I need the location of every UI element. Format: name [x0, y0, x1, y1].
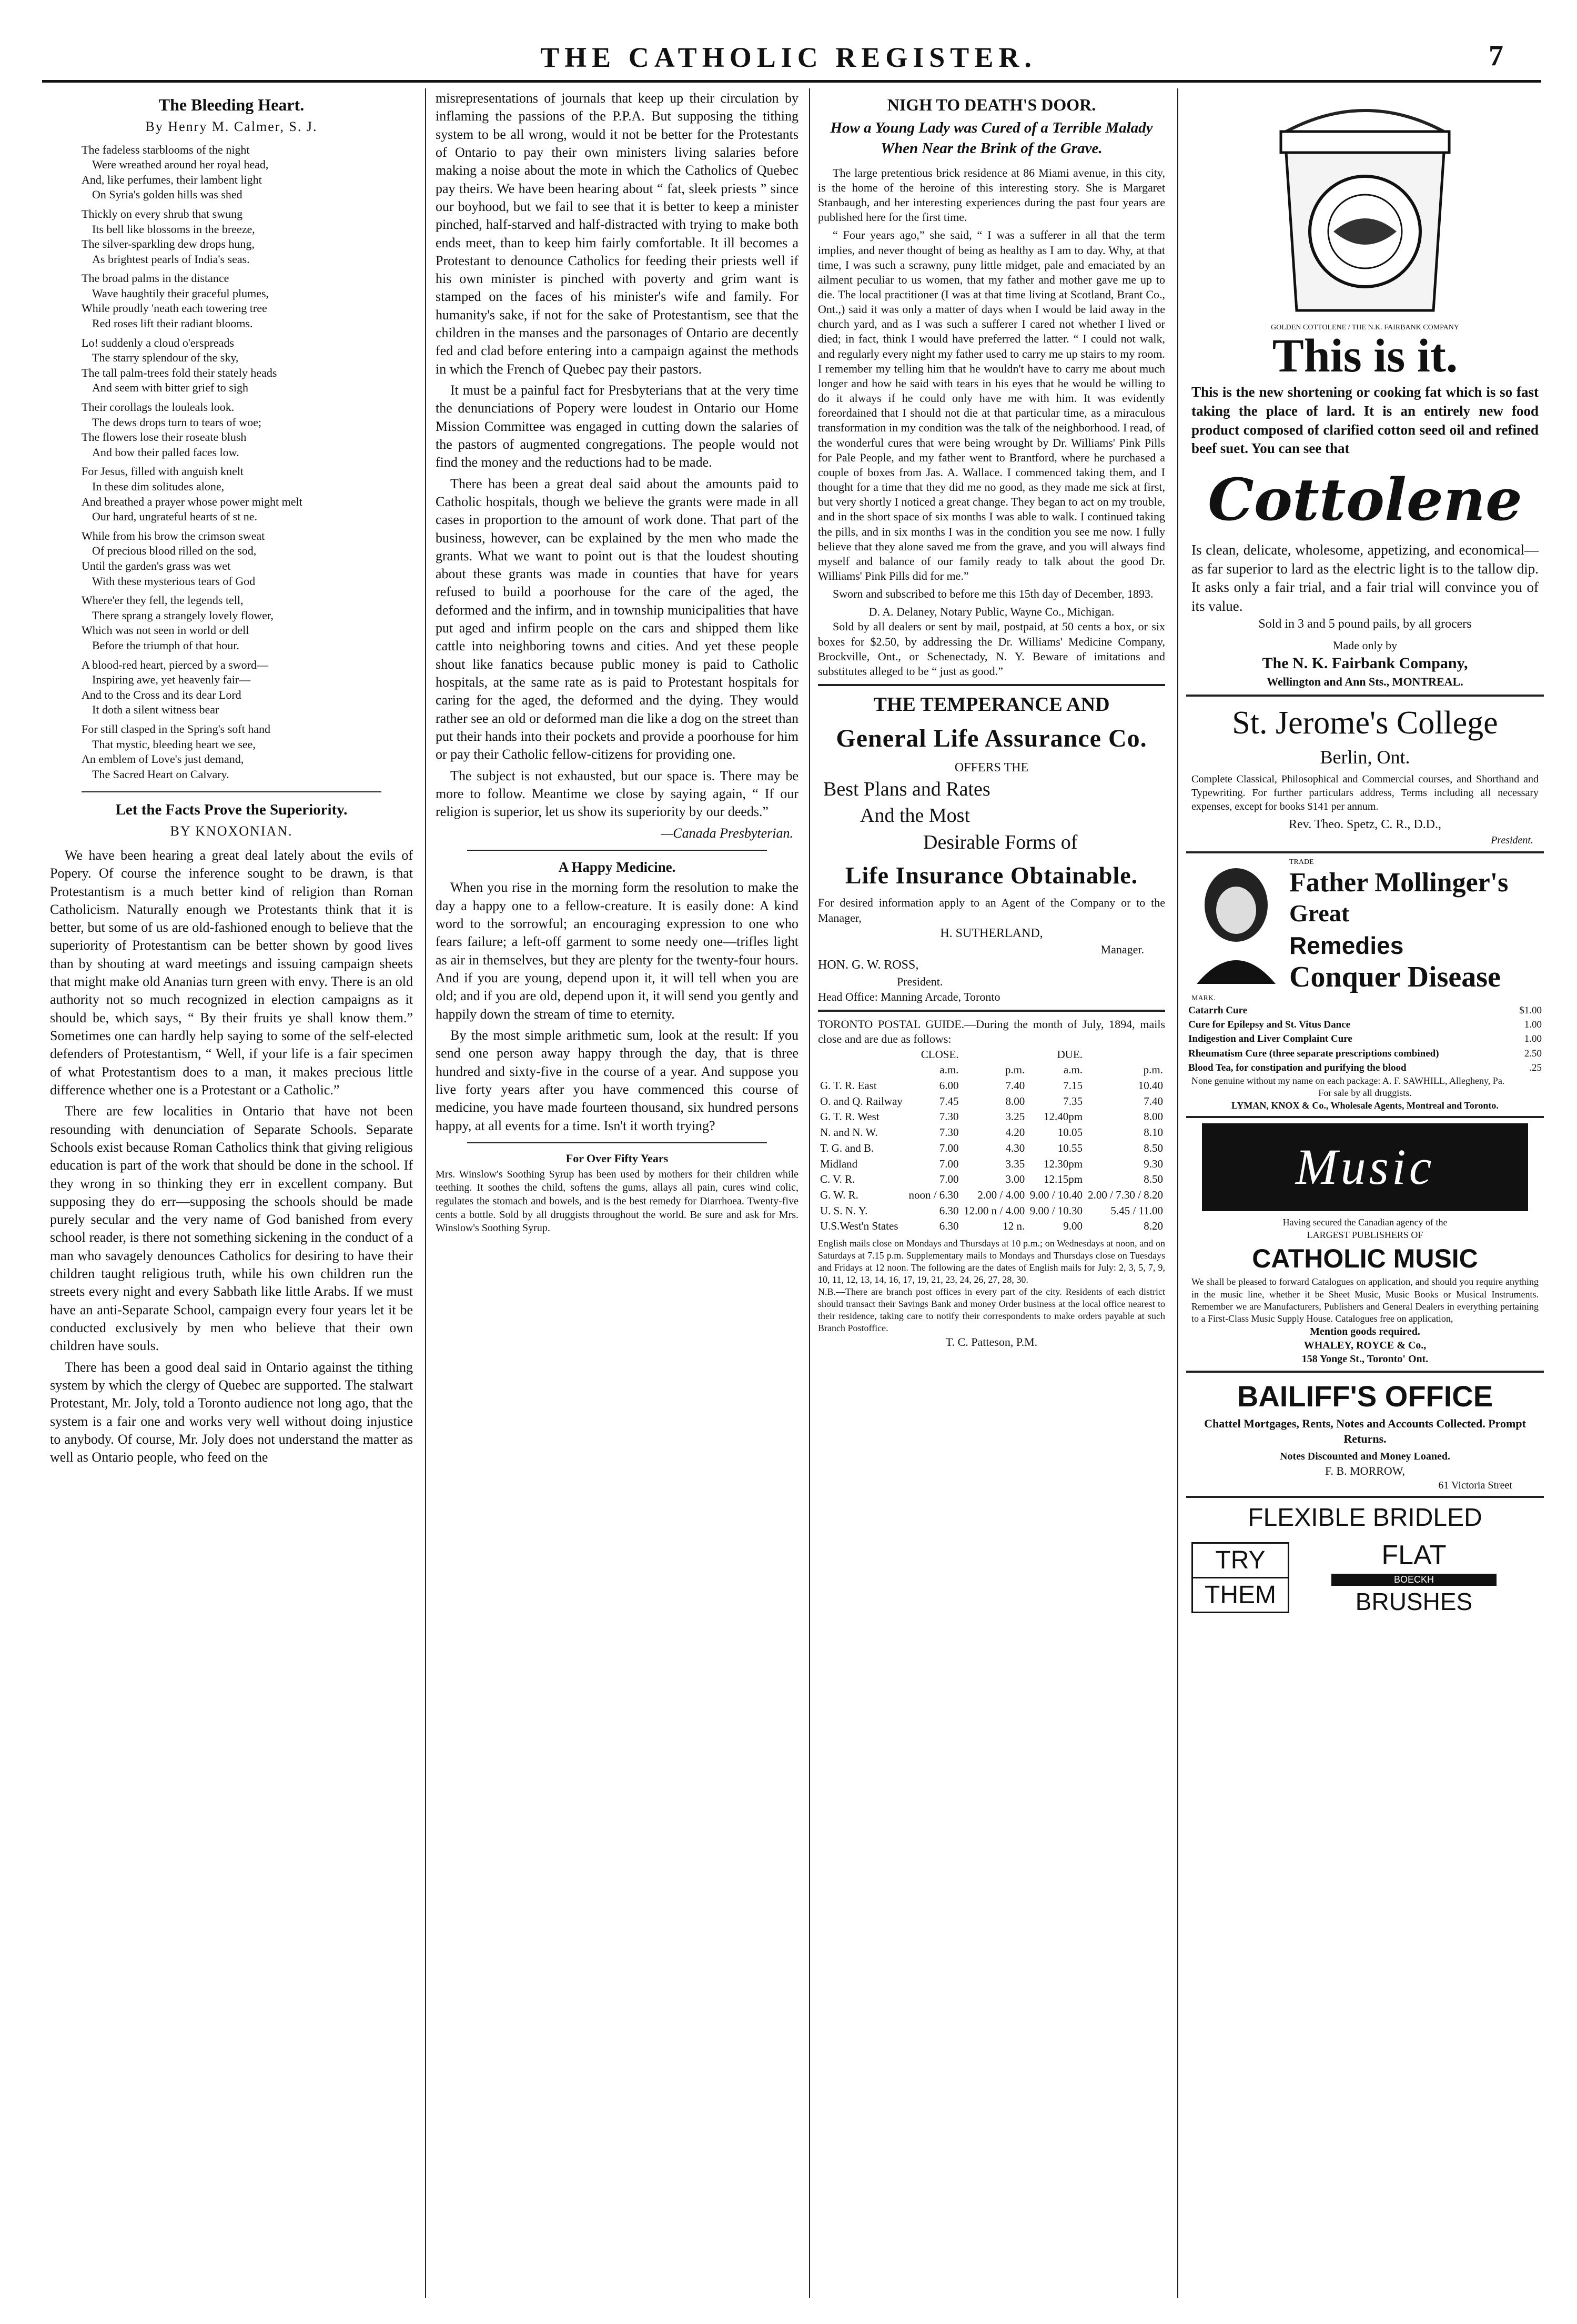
bailiff-address: 61 Victoria Street — [1438, 1480, 1512, 1492]
table-cell: 8.00 — [1144, 1110, 1163, 1123]
divider — [818, 1010, 1165, 1012]
table-cell: 7.30 — [939, 1110, 959, 1123]
poem-title: The Bleeding Heart. — [158, 95, 305, 114]
column-divider — [425, 88, 426, 2298]
music-mention: Mention goods required. — [1310, 1325, 1420, 1337]
article-paragraph: By the most simple arithmetic sum, look at the result: If you send one person away happy through the day, that is three hundred and sixty-five in the course of a year. And suppose you live forty years after you have commenced this course of medicine, you have made fourteen thousand, six hundred persons happy, at all events for a time. Isn't it worth trying? — [436, 1027, 798, 1133]
cottolene-sizes: Sold in 3 and 5 pound pails, by all grocers — [1258, 617, 1472, 631]
divider — [467, 1142, 767, 1143]
poem-line: The fadeless starblooms of the night — [82, 143, 250, 156]
poem-line: Inspiring awe, yet heavenly fair— — [92, 673, 251, 687]
cottolene-made-by: Made only by — [1332, 639, 1398, 652]
poem-line: Which was not seen in world or dell — [82, 623, 249, 637]
poem-line: The broad palms in the distance — [82, 271, 229, 285]
poem-line: For Jesus, filled with anguish knelt — [82, 465, 244, 478]
brushes-maker: BOECKH — [1331, 1574, 1497, 1586]
divider — [1186, 1371, 1544, 1373]
table-cell — [818, 1062, 906, 1078]
article-paragraph: The subject is not exhausted, but our space is. There may be more to follow. Meantime we close by saying again, “ If our religion is superior, let us show its superiority by our deeds.” — [436, 768, 798, 820]
bailiff-line1: Chattel Mortgages, Rents, Notes and Accounts Collected. Prompt Returns. — [1204, 1416, 1526, 1445]
poem-line: Thickly on every shrub that swung — [82, 207, 243, 220]
remedy-name: Rheumatism Cure (three separate prescriptions combined) — [1188, 1048, 1439, 1059]
poem-line: Wave haughtily their graceful plumes, — [92, 286, 269, 300]
table-cell: 4.20 — [1005, 1126, 1025, 1139]
table-cell: 12 n. — [1003, 1220, 1025, 1233]
poem-line: In these dim solitudes alone, — [92, 480, 225, 494]
remedies-price-list — [1186, 1003, 1544, 1074]
bailiff-line2: Notes Discounted and Money Loaned. — [1280, 1450, 1450, 1462]
table-cell: G. T. R. West — [820, 1110, 880, 1123]
music-intro: Having secured the Canadian agency of the — [1282, 1216, 1448, 1228]
article-subtitle: How a Young Lady was Cured of a Terrible Malady When Near the Brink of the Grave. — [830, 119, 1153, 157]
divider — [82, 791, 381, 792]
poem-line: Red roses lift their radiant blooms. — [92, 317, 253, 330]
poem-line: It doth a silent witness bear — [92, 703, 219, 717]
article-paragraph: We have been hearing a great deal lately about the evils of Popery. Of course the inference sought to be drawn, is that Protestantism is a much better kind of religion than Roman Catholicism. Naturally enough we Protestants think that it is better, but some of us are old-fashioned enough to believe that the superiority of Protestantism can be better shown by good lives than by shouting at ward meetings and issuing campaign sheets that might make old Ananias turn green with envy. There is an old authority not so much recognized in election campaigns as it should be, which says, “ By their fruits ye shall know them.” Sometimes one can hardly help saying to some of the self-elected defenders of Protestantism, “ Well, if your life is a fair specimen of what Protestantism does to a man, it makes precious little difference whether one is a Protestant or a Catholic.” — [50, 847, 413, 1098]
table-row — [818, 1125, 1165, 1141]
insurance-info: For desired information apply to an Agent of the Company or to the Manager, — [818, 896, 1165, 924]
music-firm: WHALEY, ROYCE & Co., — [1303, 1339, 1427, 1351]
pail-label: GOLDEN COTTOLENE / THE N.K. FAIRBANK COMPANY — [1270, 324, 1460, 331]
bailiff-headline: BAILIFF'S OFFICE — [1237, 1379, 1493, 1413]
article-title: NIGH TO DEATH'S DOOR. — [887, 95, 1096, 114]
article-paragraph: Sworn and subscribed to before me this 15th day of December, 1893. — [833, 587, 1154, 601]
column-divider — [809, 88, 810, 2298]
cottolene-body2: Is clean, delicate, wholesome, appetizing, and economical—as far superior to lard as the electric light is to the tallow dip. It asks only a fair trial, and a fair trial will convince you of its value. — [1191, 542, 1539, 615]
remedy-price: 1.00 — [1524, 1033, 1542, 1045]
college-signed: Rev. Theo. Spetz, C. R., D.D., — [1289, 818, 1441, 832]
bailiff-name: F. B. MORROW, — [1325, 1464, 1406, 1478]
table-cell: 12.15pm — [1043, 1173, 1083, 1186]
poem-line: Where'er they fell, the legends tell, — [82, 593, 244, 607]
column-2 — [436, 89, 798, 2310]
college-name: St. Jerome's College — [1232, 705, 1498, 741]
table-row — [818, 1156, 1165, 1172]
table-cell: 3.25 — [1005, 1110, 1025, 1123]
postal-notes: English mails close on Mondays and Thursdays at 10 p.m.; on Wednesdays at noon, and on Saturdays at 7.15 p.m. Supplementary mails to Mondays and Thursdays close on Tuesdays and Fridays at 12 noon. The following are the dates of English mails for July: 2, 3, 5, 7, 9, 10, 11, 12, 13, 14, 16, 17, 19, 21, 23, 24, 26, 27, 28, 30. — [818, 1238, 1165, 1285]
music-sub: LARGEST PUBLISHERS OF — [1307, 1229, 1423, 1240]
brushes-label: BRUSHES — [1355, 1588, 1473, 1616]
table-cell: 8.50 — [1144, 1141, 1163, 1154]
poem-line: Lo! suddenly a cloud o'erspreads — [82, 336, 234, 349]
article-paragraph: The large pretentious brick residence at 86 Miami avenue, in this city, is the home of the heroine of this interesting story. She is Margaret Stanbaugh, and her interesting experiences during the past four years are published here for the first time. — [818, 166, 1165, 224]
table-cell: 12.40pm — [1043, 1110, 1083, 1123]
ad-text: Mrs. Winslow's Soothing Syrup has been used by mothers for their children while teething. It soothes the child, softens the gums, allays all pain, cures wind colic, regulates the stomach and bowels, and is the best remedy for Diarrhoea. Twenty-five cents a bottle. Sold by all druggists throughout the world. Be sure and ask for Mrs. Winslow's Soothing Syrup. — [436, 1168, 798, 1234]
table-cell: CLOSE. — [921, 1048, 959, 1061]
article-paragraph: There has been a great deal said about the amounts paid to Catholic hospitals, though we believe the grants were made in all cases in proportion to the amount of work done. That part of the business, however, can be explained by the men who made the grants. What we want to point out is that the loudest shouting about these grants was made in counties that have for years refused to build a poorhouse for the care of the aged, the deformed and the infirm, and in township municipalities that have put aged and infirm people on the cars and shipped them like cattle into neighboring towns and cities. And yet these people shout like fanatics because public money is paid to Catholic hospitals, at the same rate as is paid to Protestant hospitals for caring for the aged, the deformed and the dying. They would rather see an old or deformed man die like a dog on the street than put their hands into their pockets and provide a poorhouse for him or pay their Catholic fellow-citizens for providing one. — [436, 476, 798, 762]
table-cell: 10.05 — [1057, 1126, 1083, 1139]
table-cell: 7.00 — [939, 1141, 959, 1154]
article-paragraph: There are few localities in Ontario that have not been resounding with denunciation of Separate Schools. Separate Schools exist because Roman Catholics think that giving religious education is part of the work that should be done in the school. If they wrong in so thinking they err in excellent company. But supposing they do err—supposing the schools should be made purely secular and the very name of God banished from every school reader, is there not something sickening in the conduct of a man who savagely denounces Catholics for desiring to have their children taught religious truth, while his own children run the streets every night and every Sabbath like little Arabs. If we must have an anti-Separate School, campaign every four years let it be conducted exclusively by men who believe that their own children have souls. — [50, 1103, 413, 1354]
poem-line: On Syria's golden hills was shed — [92, 188, 242, 202]
column-1 — [50, 89, 413, 2310]
remedies-line4: Conquer Disease — [1289, 961, 1501, 994]
table-cell: G. T. R. East — [820, 1079, 877, 1092]
poem-line: The flowers lose their roseate blush — [82, 430, 247, 444]
table-cell: Midland — [820, 1157, 858, 1170]
table-row — [818, 1219, 1165, 1234]
insurance-line5: Desirable Forms of — [923, 831, 1078, 853]
brushes-them: THEM — [1193, 1577, 1288, 1612]
column-4 — [1186, 89, 1544, 2310]
table-cell: 6.30 — [939, 1220, 959, 1233]
poem-line: The silver-sparkling dew drops hung, — [82, 237, 255, 251]
insurance-president: HON. G. W. ROSS, — [818, 958, 919, 972]
table-cell: 9.00 — [1063, 1220, 1083, 1233]
poem-line: While from his brow the crimson sweat — [82, 529, 265, 542]
remedies-notice: None genuine without my name on each package: A. F. SAWHILL, Allegheny, Pa. — [1191, 1075, 1505, 1086]
article-title: Let the Facts Prove the Superiority. — [115, 801, 348, 819]
article-byline: BY KNOXONIAN. — [170, 823, 293, 839]
postal-signed: T. C. Patteson, P.M. — [945, 1335, 1038, 1349]
remedy-name: Catarrh Cure — [1188, 1005, 1248, 1017]
table-cell — [818, 1047, 906, 1063]
divider — [1186, 851, 1544, 853]
divider — [818, 684, 1165, 686]
poem-line: Our hard, ungrateful hearts of st ne. — [92, 510, 258, 524]
divider — [1186, 1496, 1544, 1498]
remedy-price: 1.00 — [1524, 1019, 1542, 1031]
table-cell: 7.15 — [1063, 1079, 1083, 1092]
table-row — [818, 1094, 1165, 1110]
table-cell: G. W. R. — [820, 1188, 858, 1201]
postal-nb: N.B.—There are branch post offices in every part of the city. Residents of each district should transact their Savings Bank and money Order business at the local office nearest to their residence, taking care to notify their correspondents to make orders payable at such Branch Postoffice. — [818, 1286, 1165, 1334]
table-cell: C. V. R. — [820, 1173, 855, 1186]
article-paragraph: It must be a painful fact for Presbyterians that at the very time the denunciations of Popery were loudest in Ontario our Home Mission Committee was engaged in cutting down the salaries of the pastors of augmented congregations. The people would not find the money and the reductions had to be made. — [436, 383, 798, 470]
table-cell: 6.30 — [939, 1204, 959, 1217]
table-cell: O. and Q. Railway — [820, 1094, 903, 1108]
insurance-company: General Life Assurance Co. — [836, 725, 1147, 753]
father-mollinger-portrait — [1191, 858, 1281, 984]
table-cell: U. S. N. Y. — [820, 1204, 868, 1217]
table-cell: 3.35 — [1005, 1157, 1025, 1170]
table-cell: 5.45 / 11.00 — [1110, 1204, 1163, 1217]
remedy-price: 2.50 — [1524, 1048, 1542, 1059]
article-paragraph: “ Four years ago,” she said, “ I was a sufferer in all that the term implies, and never thought of being as healthy as I am to day. Why, at that time, I was such a scrawny, puny little midget, pale and emaciated by an ailment peculiar to us women, that my father and mother gave me up to die. The local practitioner (I was at that time living at Scotland, Brant Co., Ont.,) said it was only a matter of days when I would be laid away in the church yard, and as I was such a sufferer I cared not whether I lived or died; in fact, think I would have preferred the latter. “ I could not walk, and regularly every night my father used to carry me up stairs to my room. I remember my telling him that he wouldn't have to carry me about much longer and how he said with tears in his eyes that he would be willing to do it always if he could only have me with him. It was evidently foreordained that I should not die at that particular time, as a miraculous transformation in my condition was the talk of the neighborhood. I read, of the wonderful cures that were being wrought by Dr. Williams' Pink Pills for Pale People, and my father went to Brantford, where he purchased a couple of boxes from Jas. A. Wallace. I commenced taking them, and I thought for a time that they did me no good, as they made me sick at first, but very shortly I noticed a great change. They began to act on my trouble, and in the short space of six months I was able to walk. I continued taking the pills, and in six months I was in the condition you see me now. I fully believe that they alone saved me from the grave, and you will always find myself and balance of our family ready to talk about the good Dr. Williams' Pink Pills did for me.” — [818, 228, 1165, 582]
poem-line: Its bell like blossoms in the breeze, — [92, 222, 255, 236]
table-row — [818, 1203, 1165, 1219]
table-cell: 7.00 — [939, 1173, 959, 1186]
newspaper-title: THE CATHOLIC REGISTER. — [540, 42, 1037, 73]
poem-body — [50, 143, 413, 782]
page-number: 7 — [1489, 39, 1503, 72]
poem-line: The starry splendour of the sky, — [92, 351, 239, 365]
price-row — [1186, 1003, 1544, 1018]
poem-line: A blood-red heart, pierced by a sword— — [82, 658, 268, 671]
music-banner: Music — [1202, 1123, 1528, 1211]
ad-title: For Over Fifty Years — [565, 1151, 669, 1165]
poem-line: And bow their palled faces low. — [92, 445, 239, 459]
remedies-agents: LYMAN, KNOX & Co., Wholesale Agents, Montreal and Toronto. — [1231, 1100, 1499, 1111]
poem-line: As brightest pearls of India's seas. — [92, 252, 250, 266]
poem-line: Were wreathed around her royal head, — [92, 158, 269, 172]
cottolene-brand: Cottolene — [1208, 465, 1522, 534]
article-paragraph: Sold by all dealers or sent by mail, postpaid, at 50 cents a box, or six boxes for $2.50, by addressing the Dr. Williams' Medicine Company, Brockville, Ont., or Schenectady, N. Y. Beware of imitations and substitutes alleged to be “ just as good.” — [818, 620, 1165, 678]
poem-byline: By Henry M. Calmer, S. J. — [145, 119, 318, 135]
table-cell: 7.35 — [1063, 1094, 1083, 1108]
table-cell — [961, 1047, 1027, 1063]
poem-line: And seem with bitter grief to sigh — [92, 381, 248, 395]
price-row — [1186, 1047, 1544, 1061]
remedies-line2: Great — [1289, 899, 1350, 927]
table-cell: 8.00 — [1005, 1094, 1025, 1108]
article-title: A Happy Medicine. — [558, 859, 676, 875]
cottolene-company: The N. K. Fairbank Company, — [1262, 655, 1468, 672]
poem-line: And breathed a prayer whose power might melt — [82, 495, 302, 508]
college-place: Berlin, Ont. — [1320, 746, 1410, 768]
divider — [1186, 1116, 1544, 1118]
remedies-line1: Father Mollinger's — [1289, 867, 1509, 898]
insurance-president-title: President. — [897, 975, 943, 989]
insurance-office: Head Office: Manning Arcade, Toronto — [818, 990, 1000, 1004]
table-cell: 8.20 — [1144, 1220, 1163, 1233]
table-cell: 3.00 — [1005, 1173, 1025, 1186]
remedy-price: .25 — [1529, 1062, 1542, 1073]
insurance-line1: THE TEMPERANCE AND — [873, 693, 1110, 716]
poem-line: Their corollags the louleals look. — [82, 400, 235, 414]
table-cell: a.m. — [1063, 1063, 1083, 1077]
brushes-try: TRY — [1215, 1546, 1266, 1574]
remedies-line3: Remedies — [1289, 931, 1404, 959]
remedy-price: $1.00 — [1519, 1005, 1542, 1017]
remedy-name: Blood Tea, for constipation and purifying the blood — [1188, 1062, 1407, 1073]
postal-table — [818, 1047, 1165, 1235]
table-cell: 8.10 — [1144, 1126, 1163, 1139]
table-cell: 7.40 — [1144, 1094, 1163, 1108]
table-cell: 12.00 n / 4.00 — [964, 1204, 1025, 1217]
college-role: President. — [1491, 834, 1533, 846]
table-row — [818, 1172, 1165, 1188]
cottolene-pail-image — [1265, 100, 1465, 321]
table-cell: 2.00 / 4.00 — [977, 1188, 1025, 1201]
price-row — [1186, 1032, 1544, 1046]
notary: D. A. Delaney, Notary Public, Wayne Co., Michigan. — [868, 605, 1115, 619]
postal-intro: TORONTO POSTAL GUIDE.—During the month of July, 1894, mails close and are due as follows: — [818, 1018, 1165, 1046]
table-cell: N. and N. W. — [820, 1126, 878, 1139]
price-row — [1186, 1061, 1544, 1075]
table-cell — [1085, 1047, 1165, 1063]
poem-line: There sprang a strangely lovely flower, — [92, 608, 274, 622]
masthead — [0, 0, 1577, 84]
poem-line: The dews drops turn to tears of woe; — [92, 415, 261, 429]
article-paragraph: When you rise in the morning form the resolution to make the day a happy one to a fellow-creature. It is easily done: A kind word to the sorrowful; an encouraging expression to one who fears failure; a left-off garment to some needy one—trifles light as air in themselves, but they are plenty for the twenty-four hours. And if you are young, depend upon it, it will tell when you are old; and if you are old, depend upon it, it will send you gently and happily down the stream of time to eternity. — [436, 880, 798, 1022]
insurance-offers: OFFERS THE — [954, 760, 1029, 774]
table-cell: DUE. — [1057, 1048, 1083, 1061]
divider — [1186, 695, 1544, 697]
insurance-manager: H. SUTHERLAND, — [940, 926, 1043, 940]
table-row — [818, 1078, 1165, 1094]
table-cell: p.m. — [1005, 1063, 1025, 1077]
cottolene-body1: This is the new shortening or cooking fat which is so fast taking the place of lard. It is an entirely new food product composed of clarified cotton seed oil and refined beef suet. You can see that — [1191, 384, 1539, 457]
table-cell: 6.00 — [939, 1079, 959, 1092]
table-cell: 7.30 — [939, 1126, 959, 1139]
table-cell: p.m. — [1143, 1063, 1163, 1077]
table-cell: 9.30 — [1144, 1157, 1163, 1170]
price-row — [1186, 1018, 1544, 1032]
poem-line: And, like perfumes, their lambent light — [82, 173, 262, 186]
table-cell: 7.40 — [1005, 1079, 1025, 1092]
article-paragraph: There has been a good deal said in Ontario against the tithing system by which the clergy of Quebec are supported. The stalwart Protestant, Mr. Joly, told a Toronto audience not long ago, that the system is a fair one and works very well without doing injustice to anybody. Of course, Mr. Joly does not understand the matter as well as Ontario people, who feed on the — [50, 1359, 413, 1465]
table-cell: 4.30 — [1005, 1141, 1025, 1154]
poem-line: Of precious blood rilled on the sod, — [92, 544, 257, 558]
trade-label: TRADE — [1289, 858, 1314, 867]
table-cell: noon / 6.30 — [908, 1188, 959, 1201]
column-divider — [1177, 88, 1178, 2298]
table-cell: 12.30pm — [1043, 1157, 1083, 1170]
table-cell: 7.00 — [939, 1157, 959, 1170]
poem-line: While proudly 'neath each towering tree — [82, 301, 267, 315]
poem-line: Before the triumph of that hour. — [92, 638, 239, 652]
table-cell: a.m. — [939, 1063, 959, 1077]
college-text: Complete Classical, Philosophical and Commercial courses, and Shorthand and Typewriting. For further particulars address, Terms including all necessary expenses, except for books $141 per annum. — [1191, 773, 1539, 812]
table-cell: 7.45 — [939, 1094, 959, 1108]
cottolene-headline: This is it. — [1272, 330, 1458, 383]
table-cell: T. G. and B. — [820, 1141, 874, 1154]
table-row — [818, 1141, 1165, 1156]
remedy-name: Cure for Epilepsy and St. Vitus Dance — [1188, 1019, 1351, 1031]
remedy-name: Indigestion and Liver Complaint Cure — [1188, 1033, 1352, 1045]
table-row — [818, 1188, 1165, 1203]
table-cell: 8.50 — [1144, 1173, 1163, 1186]
table-cell: U.S.West'n States — [820, 1220, 898, 1233]
table-header — [818, 1047, 1165, 1063]
divider — [467, 850, 767, 851]
poem-line: And to the Cross and its dear Lord — [82, 688, 241, 701]
poem-line: The tall palm-trees fold their stately heads — [82, 366, 277, 379]
table-cell: 10.55 — [1057, 1141, 1083, 1154]
masthead-rule — [42, 80, 1541, 83]
table-cell: 2.00 / 7.30 / 8.20 — [1088, 1188, 1163, 1201]
poem-line: Until the garden's grass was wet — [82, 559, 231, 572]
poem-line: With these mysterious tears of God — [92, 574, 256, 588]
music-headline: CATHOLIC MUSIC — [1252, 1244, 1478, 1274]
insurance-line4: And the Most — [860, 804, 970, 827]
brushes-top: FLEXIBLE BRIDLED — [1248, 1503, 1482, 1532]
brushes-flat: FLAT — [1381, 1540, 1447, 1571]
music-text: We shall be pleased to forward Catalogues on application, and should you require anything in the music line, whether it be Sheet Music, Music Books or Musical Instruments. Remember we are Manufacturers, Publishers and General Dealers in everything pertaining to a First-Class Music Supply House. Catalogues free on application, — [1191, 1276, 1539, 1324]
remedies-sale: For sale by all druggists. — [1318, 1087, 1412, 1098]
table-cell: 9.00 / 10.30 — [1029, 1204, 1083, 1217]
poem-line: An emblem of Love's just demand, — [82, 752, 244, 766]
insurance-line6: Life Insurance Obtainable. — [845, 861, 1138, 889]
poem-line: The Sacred Heart on Calvary. — [92, 767, 229, 781]
column-3 — [818, 89, 1165, 2310]
table-cell: 9.00 / 10.40 — [1029, 1188, 1083, 1201]
music-address: 158 Yonge St., Toronto' Ont. — [1301, 1353, 1429, 1365]
insurance-line3: Best Plans and Rates — [823, 778, 990, 801]
table-subheader — [818, 1062, 1165, 1078]
article-citation: —Canada Presbyterian. — [661, 825, 793, 841]
article-paragraph: misrepresentations of journals that keep up their circulation by inflaming the passions of the P.P.A. But supposing the tithing system to be all wrong, would it not be better for the Protestants of Ontario to pay their own ministers living salaries before making a noise about the mote in which the Catholics of Quebec pay theirs. We have been hearing about “ fat, sleek priests ” since our boyhood, but we fail to see that it is better to keep a minister pinched, half-starved and half-distracted with trying to make both ends meet, than to keep him fairly comfortable. It ill becomes a Protestant to denounce Catholics for feeding their priests well if his own minister is pinched with poverty and grim want is stamped on the faces of his minister's wife and family. For humanity's sake, if not for the sake of Protestantism, see that the children in the manses and the parsonages of Ontario are decently fed and clad before entering into a campaign against the methods in which the French of Quebec pay their pastors. — [436, 90, 798, 377]
poem-line: For still clasped in the Spring's soft hand — [82, 722, 270, 736]
table-cell: 10.40 — [1138, 1079, 1163, 1092]
insurance-manager-title: Manager. — [1100, 943, 1144, 957]
cottolene-address: Wellington and Ann Sts., MONTREAL. — [1267, 675, 1463, 688]
poem-line: That mystic, bleeding heart we see, — [92, 737, 256, 751]
table-row — [818, 1109, 1165, 1125]
mark-label: MARK. — [1191, 994, 1216, 1002]
